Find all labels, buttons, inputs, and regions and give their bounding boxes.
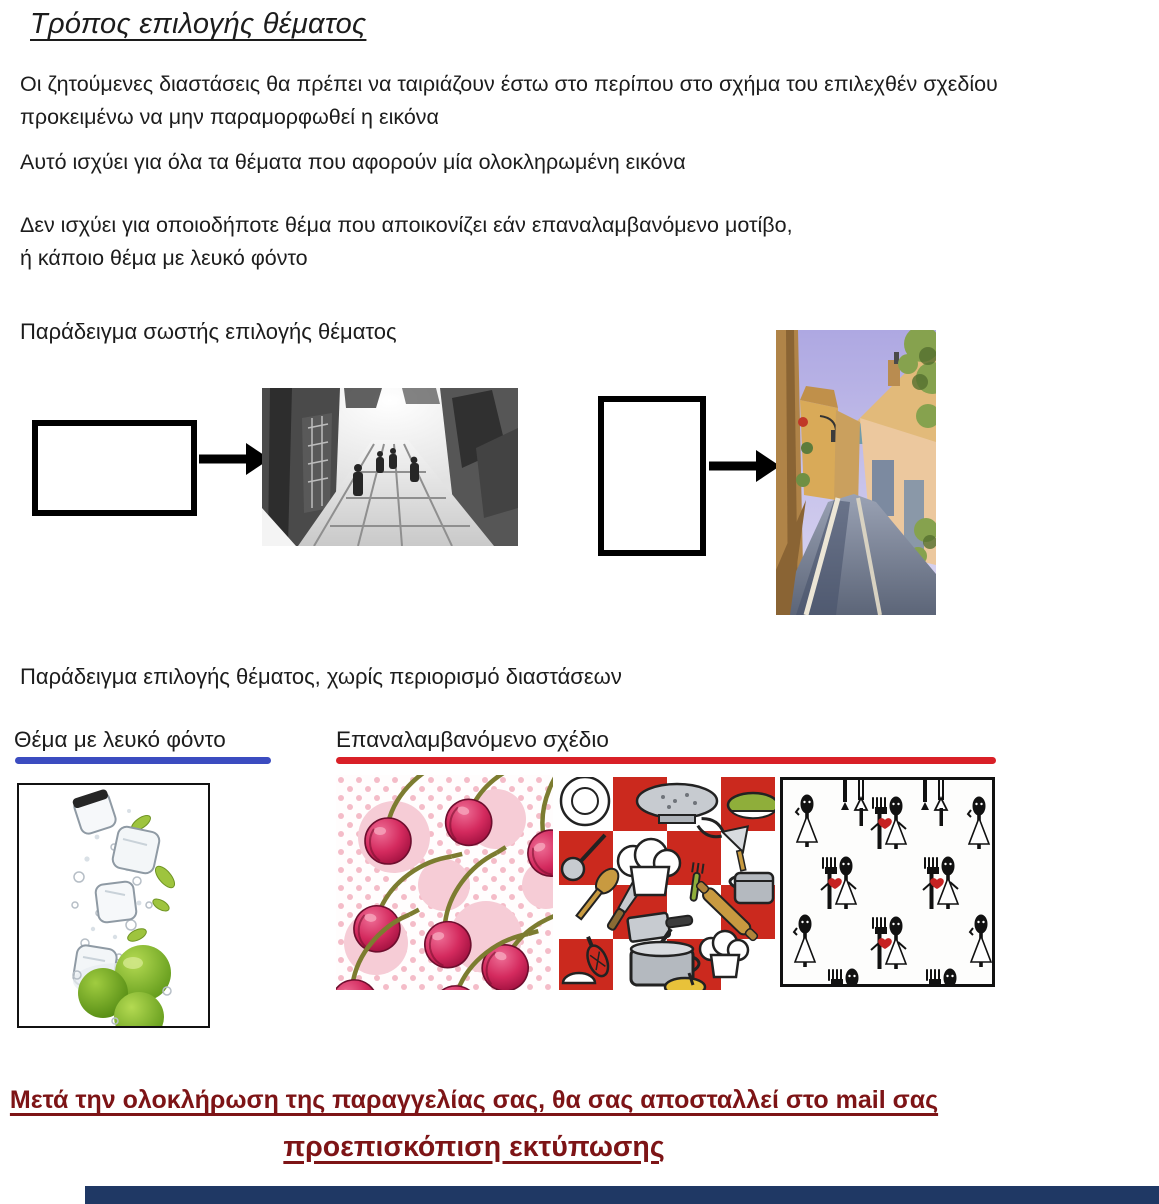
paragraph-applies: Αυτό ισχύει για όλα τα θέματα που αφορούν μία ολοκληρωμένη εικόνα bbox=[20, 150, 686, 174]
paragraph-line: ή κάποιο θέμα με λευκό φόντο bbox=[20, 246, 308, 270]
cherries-pattern-image bbox=[336, 775, 553, 990]
footer-line-1: Μετά την ολοκλήρωση της παραγγελίας σας, θα σας αποσταλλεί στο mail σας bbox=[9, 1086, 939, 1114]
kitchen-utensils-pattern-image bbox=[559, 777, 775, 990]
arrow-right-icon bbox=[196, 438, 272, 480]
watercolor-alley-painting bbox=[776, 330, 936, 615]
arrow-right-icon bbox=[706, 445, 782, 487]
paragraph-line: προκειμένω να μην παραμορφωθεί η εικόνα bbox=[20, 105, 439, 129]
bottom-window-bar bbox=[85, 1186, 1159, 1204]
paragraph-line: Δεν ισχύει για οποιοδήποτε θέμα που αποικονίζει εάν επαναλαμβανόμενο μοτίβο, bbox=[20, 213, 793, 237]
white-background-label: Θέμα με λευκό φόντο bbox=[14, 727, 226, 752]
grayscale-street-painting bbox=[262, 388, 518, 546]
blue-underline-rule bbox=[15, 757, 271, 764]
page-title: Τρόπος επιλογής θέματος bbox=[30, 8, 367, 40]
empty-landscape-size-rectangle bbox=[32, 420, 197, 516]
empty-portrait-size-rectangle bbox=[598, 396, 706, 556]
fork-spoon-couples-pattern-image bbox=[780, 777, 995, 987]
red-underline-rule bbox=[336, 757, 996, 764]
paragraph-line: Οι ζητούμενες διαστάσεις θα πρέπει να ταιριάζουν έστω στο περίπου στο σχήμα του επιλεχθέν σχεδίου bbox=[20, 72, 998, 96]
footer-line-2: προεπισκόπιση εκτύπωσης bbox=[283, 1131, 665, 1163]
paragraph-dimensions bbox=[20, 68, 998, 134]
paragraph-not-applies bbox=[20, 209, 793, 275]
repeating-pattern-label: Επαναλαμβανόμενο σχέδιο bbox=[336, 727, 609, 752]
limes-ice-splash-image bbox=[17, 783, 210, 1028]
correct-example-heading: Παράδειγμα σωστής επιλογής θέματος bbox=[20, 319, 397, 344]
unrestricted-example-heading: Παράδειγμα επιλογής θέματος, χωρίς περιορισμό διαστάσεων bbox=[20, 664, 622, 689]
